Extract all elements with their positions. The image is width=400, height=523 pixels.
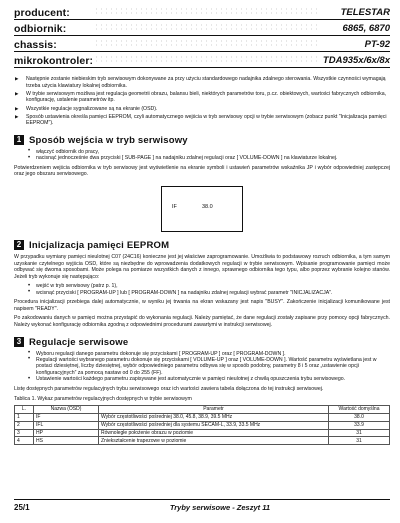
- section-heading-2: [14, 240, 390, 251]
- header-row-chassis: [14, 37, 390, 52]
- table-cell: HS: [34, 437, 99, 445]
- intro-bullet: ▶ W trybie serwisowym możliwa jest regulacja geometrii obrazu, balansu bieli, niektórych parametrów toru, p.cz. obiektowych, wartości fabrycznych odbiornika, konfigurację, ustalenie parametrów itp.: [14, 91, 390, 104]
- step-item: • wejść w tryb serwisowy (patrz p. 1),: [28, 283, 390, 289]
- chassis-label: chassis:: [14, 39, 57, 51]
- step-item: • nacisnąć jednocześnie dwa przyciski [ SUB-PAGE ] na nadajniku zdalnej regulacji oraz [ VOLUME-DOWN ] na klawiaturze lokalnej.: [28, 155, 390, 161]
- producer-label: producent:: [14, 7, 70, 19]
- table-cell: 2: [15, 421, 34, 429]
- col-header: Parametr: [99, 406, 329, 414]
- step-item: • Regulacji wartości wybranego parametru dokonuje się przyciskami [ VOLUME-UP ] oraz [ VOLUME-DOWN ]. Wartość parametru wyświetlana jest w postaci dziesiętnej, liczby dziesiętnej, wybór odpowiedniego parametru odbywa się w sposób podobny, parametry 8 i 5 oraz „ustawienie opcji konfiguracyjnych” za pomocą nastaw od 0 do 255 (FF).: [28, 357, 390, 376]
- header-row-producer: [14, 5, 390, 20]
- table-cell: 31: [329, 429, 390, 437]
- intro-bullet: ▶ Następnie zostanie niebieskim tryb serwisowym dokonywane za przy użyciu standardowego nadajnika zdalnego sterowania. Wszystkie czynności wymagają trzeba użycia klawiatury lokalnej odbiornika.: [14, 76, 390, 89]
- osd-parameter-name: IF: [172, 203, 177, 210]
- section-title: Sposób wejścia w tryb serwisowy: [29, 134, 188, 146]
- section2-paragraph: W przypadku wymiany pamięci nieulotnej C07 (24C16) konieczne jest jej właściwe zaprogramowanie. Umożliwia to podstawowy rozruch odbiornika, a tym samym uzyskanie czytelnego wyjścia OSD, które są niezbędne do wprowadzenia dodatkowych regulacji w trybie serwisowym. Wpisanie programowanie pamięci może odbywać się dwoma sposobami. Może polega na pomiarze wszystkich danych z innego, sprawnego odbiornika tego typu, albo poprzez wybranie kolejno stanów. Jeżeli tryb wykonuje się następująco:: [14, 253, 390, 280]
- table-row: [15, 421, 390, 429]
- table-cell: 1: [15, 413, 34, 421]
- table-cell: 31: [329, 437, 390, 445]
- table-cell: HP: [34, 429, 99, 437]
- halftone-noise: [94, 7, 320, 16]
- table-cell: 3: [15, 429, 34, 437]
- col-header: Nazwa (OSD): [34, 406, 99, 414]
- step-item: • Wyboru regulacji danego parametru dokonuje się przyciskami [ PROGRAM-UP ] oraz [ PROGRAM-DOWN ].: [28, 351, 390, 357]
- section-heading-1: [14, 135, 390, 146]
- halftone-noise: [94, 55, 320, 64]
- section1-steps: [28, 149, 390, 162]
- parameter-table: [14, 405, 390, 445]
- table-row: [15, 437, 390, 445]
- step-item: • wcisnąć przyciski [ PROGRAM-UP ] lub [ PROGRAM-DOWN ] na nadajniku zdalnej regulacji wybrać parametr "INICJALIZACJA".: [28, 290, 390, 296]
- table-cell: 33.9: [329, 421, 390, 429]
- table-cell: Zniekształcenie trapezowe w poziomie: [99, 437, 329, 445]
- section-heading-3: [14, 337, 390, 348]
- intro-bullet: ▶ Sposób ustawienia określa pamięci EEPROM, czyli automatycznego wejścia w tryb serwisowy opcji w trybie serwisowym (zobacz punkt "Inicjalizacja pamięci EEPROM").: [14, 114, 390, 127]
- table-cell: Równoległe położenie obrazu w poziomie: [99, 429, 329, 437]
- osd-screen-illustration: [161, 186, 243, 232]
- table-cell: IFL: [34, 421, 99, 429]
- table-row: [15, 413, 390, 421]
- section2-steps: [28, 283, 390, 296]
- section-title: Regulacje serwisowe: [29, 336, 129, 348]
- section2-paragraph-3: Po zakodowaniu danych w pamięci można przystąpić do wykonania regulacji. Należy pamiętać, że dane regulacji zostały zapisane przy pomocy opcji fabrycznych. Należy wykonać konfigurację odbiornika zgodną z odpowiednimi procedurami zawartymi w instrukcji serwisowej.: [14, 315, 390, 328]
- step-item: • włączyć odbiornik do pracy,: [28, 149, 390, 155]
- receiver-label: odbiornik:: [14, 23, 67, 35]
- publication-title: Tryby serwisowe - Zeszyt 11: [169, 503, 270, 512]
- section3-steps: [28, 351, 390, 383]
- table-cell: Wybór częstotliwości pośredniej 38.0, 45.8, 38.9, 39.5 MHz: [99, 413, 329, 421]
- table-cell: Wybór częstotliwości pośredniej dla systemu SECAM-L, 33.9, 33.5 MHz: [99, 421, 329, 429]
- chassis-value: PT-92: [364, 39, 390, 50]
- service-manual-page: [0, 5, 400, 523]
- section-number: 2: [14, 240, 24, 250]
- device-header: [14, 5, 390, 68]
- table-cell: 38.0: [329, 413, 390, 421]
- receiver-value: 6865, 6870: [342, 23, 390, 34]
- halftone-noise: [94, 23, 320, 32]
- table-cell: IF: [34, 413, 99, 421]
- col-header: L.: [15, 406, 34, 414]
- header-row-receiver: [14, 21, 390, 36]
- section1-paragraph: Potwierdzeniem wejścia odbiornika w tryb serwisowy jest wyświetlenie na ekranie symboli i ustawień parametrów wskaźnika JP i wybór odpowiedniej zastępczej oraz jego obszaru serwisowego.: [14, 164, 390, 178]
- table-row: [15, 429, 390, 437]
- section2-paragraph-2: Procedura inicjalizacji przebiega dalej automatycznie, w wyniku jej trwania na ekran wskazany jest napis "BUSY". Zakończenie inicjalizacji komunikowane jest napisem "READY".: [14, 299, 390, 312]
- page-footer: [14, 499, 390, 512]
- intro-bullet: ▶ Wszystkie regulacje sygnalizowane są na ekranie (OSD).: [14, 106, 390, 113]
- section-number: 3: [14, 337, 24, 347]
- halftone-noise: [94, 39, 320, 48]
- section-title: Inicjalizacja pamięci EEPROM: [29, 239, 170, 251]
- table-header-row: [15, 406, 390, 414]
- page-number: 25/1: [14, 503, 30, 512]
- header-row-mcu: [14, 53, 390, 68]
- col-header: Wartość domyślna: [329, 406, 390, 414]
- producer-value: TELESTAR: [340, 7, 390, 18]
- section-number: 1: [14, 135, 24, 145]
- mcu-label: mikrokontroler:: [14, 55, 94, 67]
- table-caption: Tablica 1. Wykaz parametrów regulacyjnych dostępnych w trybie serwisowym: [14, 396, 192, 403]
- section3-paragraph: Listę dostępnych parametrów regulacyjnych trybu serwisowego oraz ich wartości zawiera tabela dołączona do tej instrukcji serwisowej.: [14, 385, 324, 392]
- step-item: • Ustawienie wartości każdego parametru zapisywane jest automatycznie w pamięci nieulotnej z chwilą opuszczenia trybu serwisowego.: [28, 376, 390, 382]
- intro-bullet-list: [14, 76, 390, 127]
- table-cell: 4: [15, 437, 34, 445]
- osd-parameter-value: 38.0: [202, 203, 213, 210]
- mcu-value: TDA935x/6x/8x: [322, 55, 390, 66]
